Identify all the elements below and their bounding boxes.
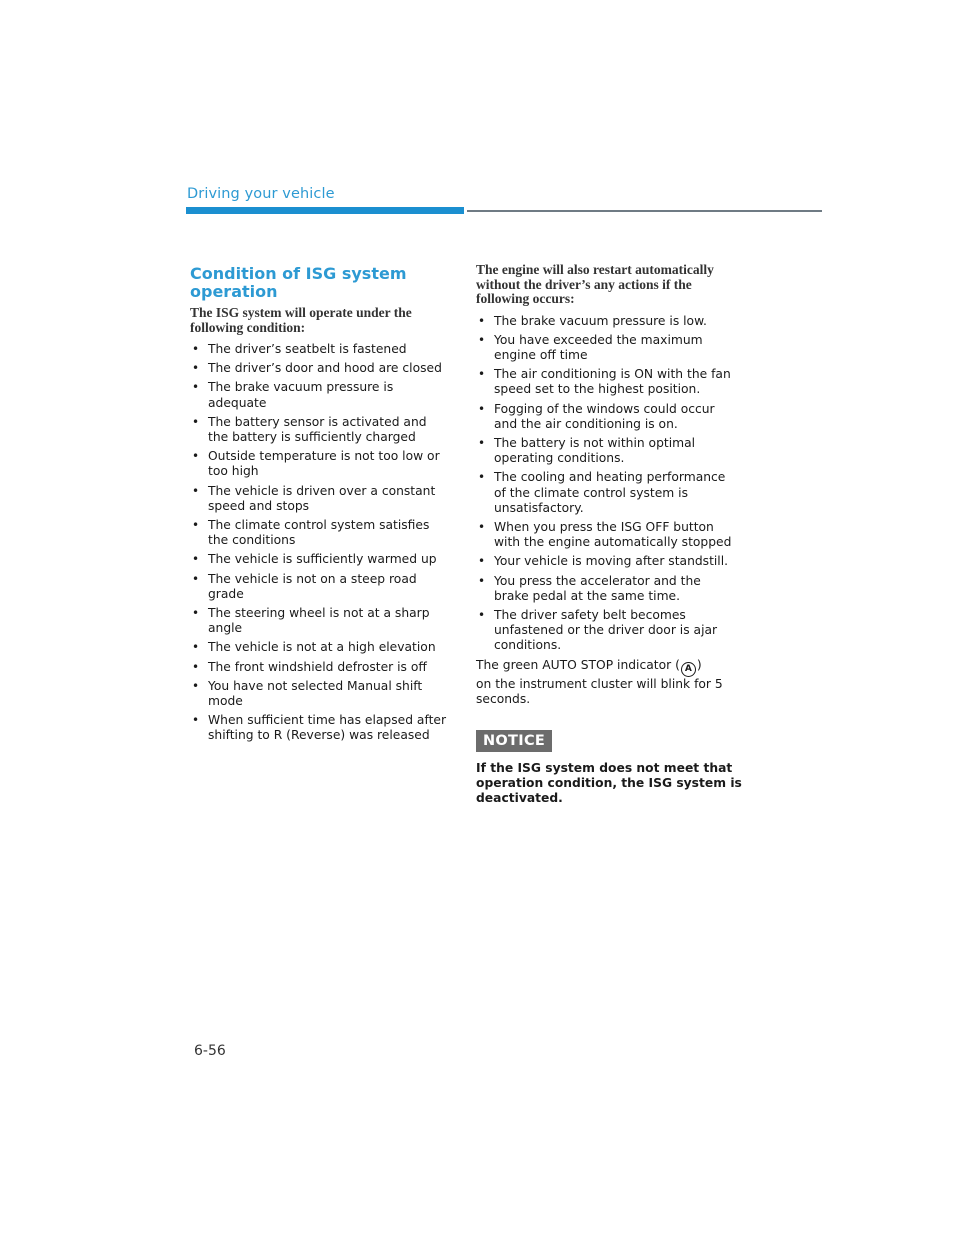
list-item: • The brake vacuum pressure is adequate xyxy=(190,380,455,410)
list-item: • Fogging of the windows could occur and the air conditioning is on. xyxy=(476,402,744,432)
left-bullet-list xyxy=(190,342,455,744)
list-item: • You press the accelerator and the brake pedal at the same time. xyxy=(476,574,744,604)
auto-stop-indicator-icon: A xyxy=(681,662,696,677)
list-item: • The vehicle is not on a steep road grade xyxy=(190,572,455,602)
left-lead: The ISG system will operate under the following condition: xyxy=(190,305,412,335)
header-rule-thick xyxy=(186,207,464,214)
list-item: • You have exceeded the maximum engine off time xyxy=(476,333,744,363)
notice-badge: NOTICE xyxy=(476,730,552,752)
list-item: • The vehicle is driven over a constant speed and stops xyxy=(190,484,455,514)
right-lead: The engine will also restart automatically without the driver’s any actions if the following occurs: xyxy=(476,262,714,306)
list-item: • Outside temperature is not too low or too high xyxy=(190,449,455,479)
list-item: • The battery is not within optimal operating conditions. xyxy=(476,436,744,466)
left-column xyxy=(190,263,455,748)
list-item: • The air conditioning is ON with the fan speed set to the highest position. xyxy=(476,367,744,397)
header-rule-thin xyxy=(467,210,822,212)
list-item: • The climate control system satisfies the conditions xyxy=(190,518,455,548)
right-column xyxy=(476,263,744,807)
list-item: • When you press the ISG OFF button with the engine automatically stopped xyxy=(476,520,744,550)
list-item: • The driver’s door and hood are closed xyxy=(190,361,455,376)
right-bullet-list xyxy=(476,314,744,654)
list-item: • You have not selected Manual shift mode xyxy=(190,679,455,709)
section-header: Driving your vehicle xyxy=(187,186,335,202)
notice-text: If the ISG system does not meet that operation condition, the ISG system is deactivated. xyxy=(476,760,742,806)
list-item: • The steering wheel is not at a sharp angle xyxy=(190,606,455,636)
list-item: • The vehicle is sufficiently warmed up xyxy=(190,552,455,567)
list-item: • The driver safety belt becomes unfastened or the driver door is ajar conditions. xyxy=(476,608,744,654)
section-title: Condition of ISG system operation xyxy=(190,264,407,301)
list-item: • When sufficient time has elapsed after shifting to R (Reverse) was released xyxy=(190,713,455,743)
list-item: • The vehicle is not at a high elevation xyxy=(190,640,455,655)
list-item: • The brake vacuum pressure is low. xyxy=(476,314,744,329)
list-item: • Your vehicle is moving after standstill. xyxy=(476,554,744,569)
auto-stop-indicator-note: The green AUTO STOP indicator ( A ) on the instrument cluster will blink for 5 seconds. xyxy=(476,657,723,706)
list-item: • The front windshield defroster is off xyxy=(190,660,455,675)
list-item: • The cooling and heating performance of the climate control system is unsatisfactory. xyxy=(476,470,744,516)
list-item: • The driver’s seatbelt is fastened xyxy=(190,342,455,357)
list-item: • The battery sensor is activated and the battery is sufficiently charged xyxy=(190,415,455,445)
page-number: 6-56 xyxy=(194,1043,226,1059)
